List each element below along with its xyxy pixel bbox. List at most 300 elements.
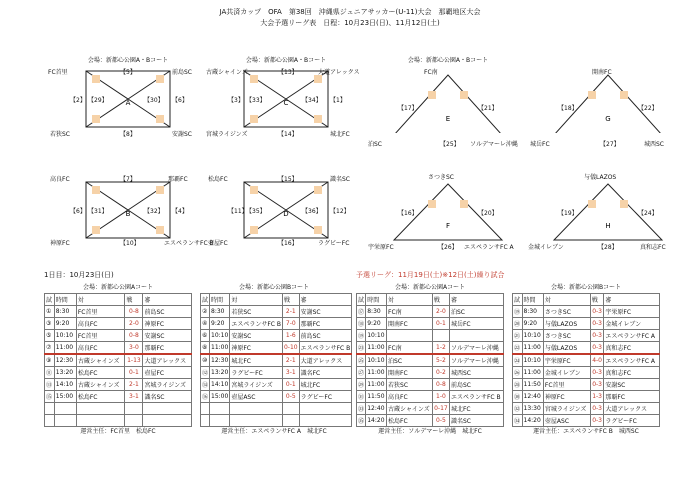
- table-cell: 8:30: [366, 306, 387, 318]
- table-cell: 与儀LAZOS: [543, 342, 590, 355]
- table-cell: 城北FC: [230, 354, 283, 367]
- table-cell: 1-2: [432, 342, 449, 355]
- table-cell: ㉙: [357, 379, 366, 391]
- table-cell: [282, 415, 299, 427]
- table-cell: 与儀LAZOS: [543, 318, 590, 330]
- game-number: 【21】: [478, 105, 498, 112]
- table-cell: 10:10: [366, 330, 387, 342]
- table-cell: 宇栄原FC: [543, 354, 590, 367]
- game-number: 【16】: [398, 210, 418, 217]
- schedule-host: 運営主任：エスペランサFC B 城西SC: [533, 428, 639, 435]
- game-number: 【25】: [440, 141, 460, 148]
- table-cell: ⑯: [201, 391, 210, 403]
- svg-text:C: C: [283, 99, 289, 107]
- group-g: [528, 55, 688, 148]
- table-cell: 8:30: [54, 306, 76, 318]
- team-name: 古蔵シャインズ: [206, 69, 248, 76]
- table-cell: [143, 415, 192, 427]
- group-f: [368, 170, 528, 251]
- schedule-header-cell: 時間: [522, 294, 543, 306]
- table-row: [201, 342, 352, 355]
- team-name: 宮城ライジンズ: [206, 131, 248, 138]
- schedule-header-cell: 戦: [590, 294, 604, 306]
- game-number: 【17】: [398, 105, 418, 112]
- table-cell: 11:00: [522, 342, 543, 355]
- table-cell: 識名FC: [299, 367, 352, 379]
- game-number: 【7】: [120, 176, 136, 183]
- table-cell: エスペランサFC A: [604, 330, 660, 342]
- table-row: [45, 318, 192, 330]
- table-cell: ⑦: [45, 342, 55, 355]
- table-cell: 2-1: [125, 379, 143, 391]
- table-cell: 12:40: [522, 391, 543, 403]
- table-row: [357, 354, 504, 367]
- table-cell: さつきSC: [543, 306, 590, 318]
- table-cell: 安謝SC: [143, 330, 192, 342]
- schedule-table: [200, 293, 352, 427]
- table-cell: 1-0: [432, 391, 449, 403]
- schedule-header-cell: 対: [76, 294, 125, 306]
- table-row: [357, 403, 504, 415]
- table-cell: エスペランサFC B: [299, 342, 352, 355]
- table-cell: 高良FC: [76, 342, 125, 355]
- table-row: [45, 367, 192, 379]
- game-number: 【4】: [172, 208, 188, 215]
- table-cell: 松島FC: [76, 391, 125, 403]
- table-cell: 0-3: [590, 330, 604, 342]
- table-row: [201, 415, 352, 427]
- table-cell: FC首里: [543, 379, 590, 391]
- schedule-header-cell: 審: [604, 294, 660, 306]
- table-cell: さつきSC: [543, 330, 590, 342]
- table-cell: ⑲: [357, 330, 366, 342]
- game-number: 【31】: [88, 208, 108, 215]
- table-cell: エスペランサFC A: [604, 354, 660, 367]
- table-cell: 14:10: [210, 379, 230, 391]
- schedule-header-cell: 時間: [210, 294, 230, 306]
- table-cell: ㉞: [513, 415, 523, 427]
- game-number: 【29】: [88, 97, 108, 104]
- game-number: 【36】: [302, 208, 322, 215]
- schedule-header-cell: 審: [299, 294, 352, 306]
- svg-text:B: B: [125, 210, 131, 218]
- game-number: 【22】: [638, 105, 658, 112]
- schedule-host: 運営主任：ソルデマーレ沖縄 城北FC: [378, 428, 482, 435]
- table-cell: 0-8: [432, 379, 449, 391]
- table-cell: [210, 415, 230, 427]
- table-cell: [449, 330, 503, 342]
- team-name: 城北FC: [330, 131, 350, 138]
- table-cell: 0-1: [125, 367, 143, 379]
- table-cell: ②: [201, 306, 210, 318]
- schedule-block-2: [200, 283, 351, 437]
- table-cell: 11:00: [210, 342, 230, 355]
- table-cell: 若狭SC: [230, 306, 283, 318]
- table-row: [357, 306, 504, 318]
- table-cell: 前島SC: [299, 330, 352, 342]
- table-cell: 1-13: [125, 354, 143, 367]
- table-cell: [54, 403, 76, 415]
- table-cell: ラグビーFC: [604, 415, 660, 427]
- game-number: 【11】: [228, 208, 248, 215]
- table-cell: 11:00: [366, 342, 387, 355]
- table-cell: [299, 415, 352, 427]
- table-cell: 泊SC: [449, 306, 503, 318]
- team-name: 壺屋FC: [208, 240, 228, 247]
- table-row: [357, 367, 504, 379]
- table-cell: ㉝: [357, 403, 366, 415]
- day1-label: 1日目：10月23日(日): [44, 271, 114, 279]
- table-cell: 真和志FC: [604, 367, 660, 379]
- table-cell: 那覇FC: [604, 391, 660, 403]
- schedule-venue: 会場：新都心公園Aコート: [82, 284, 154, 291]
- game-number: 【19】: [558, 210, 578, 217]
- schedule-header-cell: 戦: [125, 294, 143, 306]
- table-cell: 0-17: [432, 403, 449, 415]
- schedule-header-cell: 時間: [366, 294, 387, 306]
- team-name: 泊SC: [368, 141, 382, 148]
- table-cell: 那覇FC: [299, 318, 352, 330]
- table-row: [357, 379, 504, 391]
- table-cell: [54, 415, 76, 427]
- game-number: 【18】: [558, 105, 578, 112]
- table-cell: 識名SC: [143, 391, 192, 403]
- game-number: 【16】: [278, 240, 298, 247]
- table-cell: 15:00: [210, 391, 230, 403]
- table-cell: 2-0: [125, 318, 143, 330]
- table-cell: 宮城ライジンズ: [143, 379, 192, 391]
- table-cell: [210, 403, 230, 415]
- table-row: [357, 318, 504, 330]
- table-cell: 若狭SC: [387, 379, 433, 391]
- team-name: 若狭SC: [50, 131, 70, 138]
- group-d: [206, 172, 366, 250]
- table-cell: 1-6: [282, 330, 299, 342]
- table-cell: [125, 403, 143, 415]
- table-cell: 神原FC: [230, 342, 283, 355]
- table-cell: ソルデマーレ沖縄: [449, 342, 503, 355]
- schedule-header-cell: 審: [143, 294, 192, 306]
- game-number: 【26】: [438, 244, 458, 251]
- schedule-table: [356, 293, 504, 427]
- schedule-block-3: [356, 283, 504, 437]
- game-number: 【12】: [330, 208, 350, 215]
- table-cell: [432, 330, 449, 342]
- team-name: 松島FC: [208, 176, 228, 183]
- table-cell: [45, 415, 55, 427]
- table-cell: ソルデマーレ沖縄: [449, 354, 503, 367]
- schedule-header-row: [45, 294, 192, 306]
- table-cell: 0-8: [125, 330, 143, 342]
- table-row: [357, 330, 504, 342]
- team-name: 神原FC: [50, 240, 70, 247]
- table-cell: 1-3: [590, 391, 604, 403]
- table-cell: ③: [45, 318, 55, 330]
- table-cell: ④: [201, 318, 210, 330]
- game-number: 【1】: [330, 97, 346, 104]
- table-cell: 前島SC: [143, 306, 192, 318]
- table-cell: [201, 403, 210, 415]
- team-name: 金城イレブン: [528, 244, 564, 251]
- table-cell: 真和志FC: [604, 342, 660, 355]
- table-cell: [76, 403, 125, 415]
- game-number: 【14】: [278, 131, 298, 138]
- table-row: [201, 403, 352, 415]
- group-h: [528, 170, 688, 251]
- team-name: 前島SC: [172, 69, 192, 76]
- table-cell: ⑪: [45, 367, 55, 379]
- table-cell: 壺屋ASC: [230, 391, 283, 403]
- table-cell: ㉛: [357, 391, 366, 403]
- table-row: [45, 403, 192, 415]
- table-row: [357, 415, 504, 427]
- table-cell: 8:30: [522, 306, 543, 318]
- table-cell: 3-1: [125, 391, 143, 403]
- table-row: [201, 330, 352, 342]
- table-cell: ㉚: [513, 391, 523, 403]
- table-cell: 9:20: [522, 318, 543, 330]
- table-row: [45, 330, 192, 342]
- table-cell: 9:20: [366, 318, 387, 330]
- table-cell: ⑩: [201, 354, 210, 367]
- table-cell: 高良FC: [76, 318, 125, 330]
- table-cell: [230, 403, 283, 415]
- team-name: エスペランサFC B: [164, 240, 214, 247]
- table-cell: 14:10: [54, 379, 76, 391]
- table-cell: 城西SC: [449, 367, 503, 379]
- team-name: 高良FC: [50, 176, 70, 183]
- game-number: 【34】: [302, 97, 322, 104]
- table-cell: [45, 403, 55, 415]
- table-cell: 11:00: [522, 367, 543, 379]
- table-cell: [282, 403, 299, 415]
- game-number: 【8】: [120, 131, 136, 138]
- table-cell: 大道アレックス: [604, 403, 660, 415]
- table-cell: ㉑: [513, 330, 523, 342]
- table-cell: 高良FC: [387, 391, 433, 403]
- table-cell: 13:20: [210, 367, 230, 379]
- table-cell: [387, 330, 433, 342]
- table-cell: 12:30: [54, 354, 76, 367]
- group-venue: 会場：新都心公園A・Bコート: [245, 57, 327, 64]
- table-cell: 泊SC: [387, 354, 433, 367]
- table-cell: ①: [45, 306, 55, 318]
- schedule-header-cell: 時間: [54, 294, 76, 306]
- schedule-header-cell: 対: [543, 294, 590, 306]
- table-cell: ㉒: [513, 342, 523, 355]
- group-b: [48, 172, 214, 250]
- game-number: 【32】: [144, 208, 164, 215]
- table-cell: 10:10: [366, 354, 387, 367]
- team-name: 与儀LAZOS: [584, 174, 617, 181]
- table-cell: 12:30: [210, 354, 230, 367]
- table-cell: 4-0: [590, 354, 604, 367]
- table-cell: 2-1: [282, 306, 299, 318]
- table-cell: 5-2: [432, 354, 449, 367]
- table-cell: ⑥: [201, 330, 210, 342]
- table-cell: 11:00: [54, 342, 76, 355]
- table-cell: 前島SC: [449, 379, 503, 391]
- table-cell: 安謝SC: [299, 306, 352, 318]
- table-row: [45, 342, 192, 355]
- table-cell: FC南: [387, 306, 433, 318]
- table-cell: 0-1: [432, 318, 449, 330]
- schedule-header-cell: 試: [45, 294, 55, 306]
- table-cell: ㉟: [357, 415, 366, 427]
- table-row: [513, 306, 660, 318]
- table-cell: 0-3: [590, 415, 604, 427]
- header-title: JA共済カップ OFA 第38回 沖縄県ジュニアサッカー(U-11)大会 那覇地区大会: [219, 8, 481, 16]
- table-cell: ㉗: [357, 367, 366, 379]
- svg-text:E: E: [445, 115, 451, 123]
- game-number: 【5】: [120, 69, 136, 76]
- table-cell: 古蔵シャインズ: [76, 354, 125, 367]
- game-number: 【28】: [598, 244, 618, 251]
- table-row: [45, 415, 192, 427]
- team-name: 識名SC: [330, 176, 350, 183]
- schedule-block-1: [44, 283, 192, 437]
- table-cell: 城北FC: [449, 403, 503, 415]
- table-cell: 14:20: [366, 415, 387, 427]
- game-number: 【30】: [144, 97, 164, 104]
- table-cell: 13:20: [54, 367, 76, 379]
- table-cell: 11:00: [366, 367, 387, 379]
- schedule-header-row: [357, 294, 504, 306]
- table-row: [513, 403, 660, 415]
- table-cell: ⑬: [45, 379, 55, 391]
- schedule-block-4: [512, 283, 660, 437]
- table-cell: 松島FC: [387, 415, 433, 427]
- game-number: 【35】: [246, 208, 266, 215]
- table-cell: 那覇FC: [143, 342, 192, 355]
- table-cell: 14:20: [522, 415, 543, 427]
- table-row: [45, 306, 192, 318]
- table-cell: ⑲: [513, 306, 523, 318]
- group-c: [206, 55, 366, 138]
- schedule-header-cell: 戦: [432, 294, 449, 306]
- team-name: 那覇FC: [168, 176, 188, 183]
- table-row: [513, 379, 660, 391]
- game-number: 【13】: [278, 69, 298, 76]
- game-number: 【20】: [478, 210, 498, 217]
- table-cell: 0-3: [590, 379, 604, 391]
- game-number: 【24】: [638, 210, 658, 217]
- team-name: FC南: [424, 69, 438, 76]
- table-cell: 11:50: [366, 391, 387, 403]
- table-cell: [299, 403, 352, 415]
- table-cell: ㉜: [513, 403, 523, 415]
- table-row: [513, 391, 660, 403]
- schedule-venue: 会場：新都心公園Bコート: [238, 284, 310, 291]
- game-number: 【3】: [228, 97, 244, 104]
- team-name: ソルデマーレ沖縄: [470, 141, 518, 148]
- table-cell: 9:20: [54, 318, 76, 330]
- table-cell: 壺屋ASC: [543, 415, 590, 427]
- schedule-venue: 会場：新都心公園Aコート: [394, 284, 466, 291]
- table-cell: [143, 403, 192, 415]
- header-subtitle: 大会予選リーグ表 日程：10月23日(日)、11月12日(土): [260, 19, 440, 27]
- table-cell: 10:10: [54, 330, 76, 342]
- table-cell: ⑰: [357, 306, 366, 318]
- table-cell: 安謝SC: [604, 379, 660, 391]
- table-cell: 0-3: [590, 318, 604, 330]
- table-cell: 開南FC: [387, 318, 433, 330]
- table-cell: ⑱: [357, 318, 366, 330]
- table-cell: 金城イレブン: [543, 367, 590, 379]
- team-name: さつきSC: [428, 174, 454, 181]
- table-cell: 大道アレックス: [143, 354, 192, 367]
- day2-label: 予選リーグ：11月19日(土)※12日(土)繰り試合: [356, 271, 505, 279]
- schedule-table: [44, 293, 192, 427]
- table-cell: ㉕: [357, 354, 366, 367]
- table-cell: 宮城ライジンズ: [543, 403, 590, 415]
- schedule-header-cell: 対: [387, 294, 433, 306]
- table-row: [513, 367, 660, 379]
- svg-text:D: D: [283, 210, 289, 218]
- table-cell: 城北FC: [299, 379, 352, 391]
- schedule-header-cell: 審: [449, 294, 503, 306]
- table-cell: 10:10: [522, 330, 543, 342]
- table-cell: ㉖: [513, 367, 523, 379]
- table-row: [45, 391, 192, 403]
- table-cell: 0-3: [590, 403, 604, 415]
- table-cell: 11:00: [366, 379, 387, 391]
- table-cell: 2-1: [282, 354, 299, 367]
- schedule-header-row: [201, 294, 352, 306]
- team-name: ラグビーFC: [318, 240, 350, 247]
- table-cell: 古蔵シャインズ: [76, 379, 125, 391]
- table-cell: FC首里: [76, 306, 125, 318]
- game-number: 【2】: [70, 97, 86, 104]
- table-cell: [76, 415, 125, 427]
- schedule-header-cell: 戦: [282, 294, 299, 306]
- game-number: 【27】: [600, 141, 620, 148]
- table-row: [45, 354, 192, 367]
- table-cell: ⑤: [45, 330, 55, 342]
- table-row: [357, 391, 504, 403]
- table-row: [201, 391, 352, 403]
- table-row: [201, 306, 352, 318]
- team-name: エスペランサFC A: [464, 244, 514, 251]
- table-cell: 神原FC: [543, 391, 590, 403]
- game-number: 【10】: [120, 240, 140, 247]
- table-cell: ラグビーFC: [230, 367, 283, 379]
- table-cell: 大道アレックス: [299, 354, 352, 367]
- table-cell: ㉘: [513, 379, 523, 391]
- table-cell: 10:10: [210, 330, 230, 342]
- table-cell: 神原FC: [143, 318, 192, 330]
- schedule-table: [512, 293, 660, 427]
- group-venue: 会場：新都心公園A・Bコート: [407, 57, 489, 64]
- schedule-host: 運営主任：FC首里 松島FC: [80, 428, 156, 435]
- team-name: FC首里: [48, 69, 68, 76]
- schedule-header-cell: 試: [357, 294, 366, 306]
- table-cell: 宇栄原FC: [604, 306, 660, 318]
- table-cell: 宮城ライジンズ: [230, 379, 283, 391]
- table-cell: 0-3: [590, 306, 604, 318]
- team-name: 城西SC: [644, 141, 664, 148]
- table-cell: FC南: [387, 342, 433, 355]
- table-row: [45, 379, 192, 391]
- table-cell: 7-0: [282, 318, 299, 330]
- group-e: [368, 55, 528, 148]
- table-cell: ラグビーFC: [299, 391, 352, 403]
- table-cell: [201, 415, 210, 427]
- table-cell: 0-10: [282, 342, 299, 355]
- group-a: [48, 55, 208, 138]
- svg-text:A: A: [125, 99, 131, 107]
- table-cell: 0-1: [282, 379, 299, 391]
